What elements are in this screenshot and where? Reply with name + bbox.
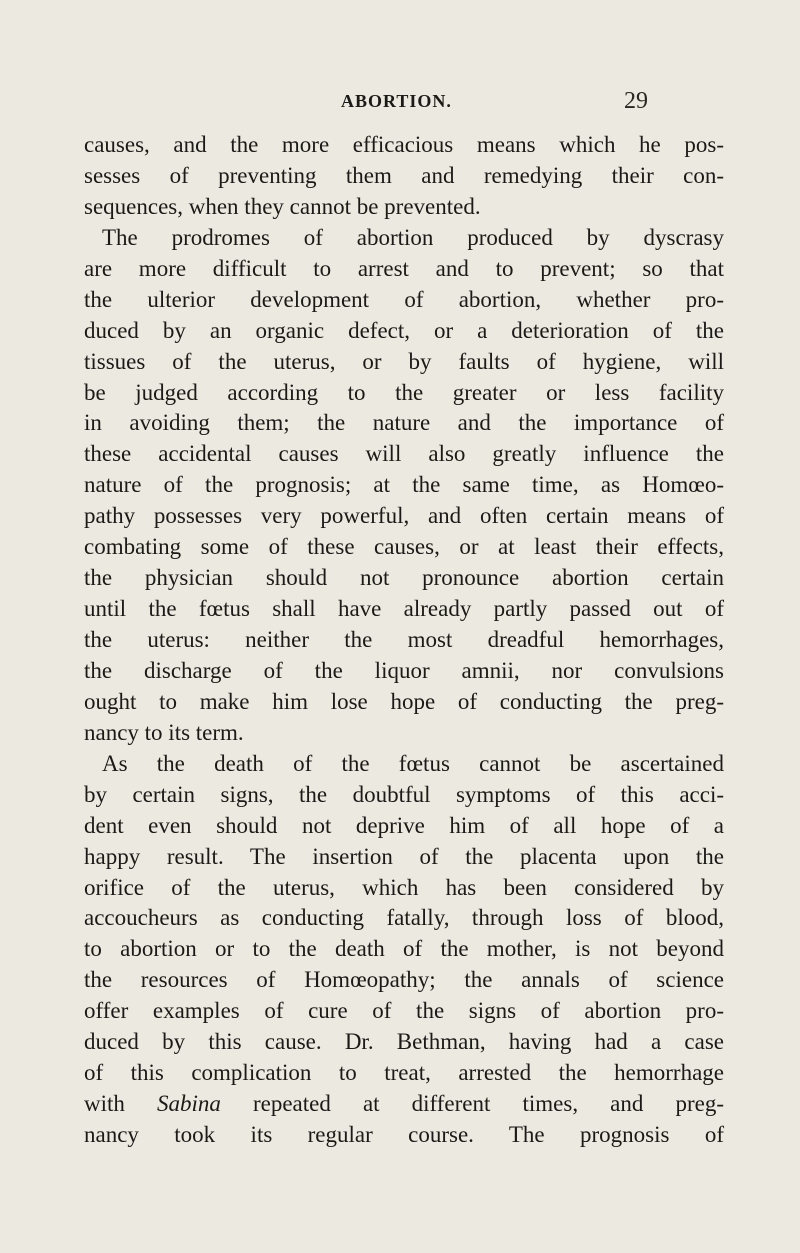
text-line: nancy took its regular course. The prognosis of — [84, 1122, 724, 1147]
text-line: the ulterior development of abortion, whether pro- — [84, 286, 724, 312]
text-line: the physician should not pronounce abortion certain — [84, 565, 724, 591]
body-text — [84, 130, 724, 1151]
text-line: these accidental causes will also greatly influence the — [84, 441, 724, 467]
italic-remedy-name: Sabina — [156, 1091, 221, 1117]
text-line: in avoiding them; the nature and the importance of — [84, 410, 724, 436]
text-line: dent even should not deprive him of all hope of a — [84, 812, 724, 838]
text-line: duced by an organic defect, or a deterioration of the — [84, 317, 724, 343]
running-head — [0, 88, 800, 121]
text-line: the uterus: neither the most dreadful hemorrhages, — [84, 627, 724, 652]
text-line: be judged according to the greater or less facility — [84, 379, 724, 405]
text-line: by certain signs, the doubtful symptoms of this acci- — [84, 781, 724, 807]
text-line: offer examples of cure of the signs of abortion pro- — [84, 998, 724, 1024]
text-line: pathy possesses very powerful, and often certain means of — [84, 503, 724, 529]
text-line: orifice of the uterus, which has been considered by — [84, 874, 724, 900]
text-line: nature of the prognosis; at the same time, as Homœo- — [84, 472, 724, 498]
text-line: sesses of preventing them and remedying their con- — [84, 162, 724, 188]
text-line: are more difficult to arrest and to prevent; so that — [84, 255, 724, 281]
text-line: tissues of the uterus, or by faults of hygiene, will — [84, 348, 724, 374]
text-line: to abortion or to the death of the mother, is not beyond — [84, 936, 724, 962]
text-line: nancy to its term. — [84, 719, 244, 745]
text-line: of this complication to treat, arrested the hemorrhage — [84, 1060, 724, 1086]
text-line: the resources of Homœopathy; the annals of science — [84, 967, 724, 993]
text-line: duced by this cause. Dr. Bethman, having had a case — [84, 1029, 724, 1055]
text-line: the discharge of the liquor amnii, nor convulsions — [84, 657, 724, 683]
text-line: until the fœtus shall have already partly passed out of — [84, 596, 724, 622]
text-segment: repeated at different times, and preg- — [220, 1091, 724, 1117]
text-line: The prodromes of abortion produced by dyscrasy — [102, 224, 724, 250]
text-line: causes, and the more efficacious means which he pos- — [84, 132, 724, 157]
text-line — [84, 1089, 724, 1120]
text-line: sequences, when they cannot be prevented. — [84, 193, 481, 219]
text-line: As the death of the fœtus cannot be ascertained — [102, 750, 724, 776]
text-line: ought to make him lose hope of conducting the preg- — [84, 688, 724, 714]
text-segment: with — [84, 1091, 157, 1117]
page-number: 29 — [624, 88, 648, 114]
text-line: combating some of these causes, or at least their effects, — [84, 534, 724, 560]
running-title: ABORTION. — [341, 91, 452, 111]
text-line: accoucheurs as conducting fatally, through loss of blood, — [84, 905, 724, 931]
text-line: happy result. The insertion of the placenta upon the — [84, 843, 724, 869]
